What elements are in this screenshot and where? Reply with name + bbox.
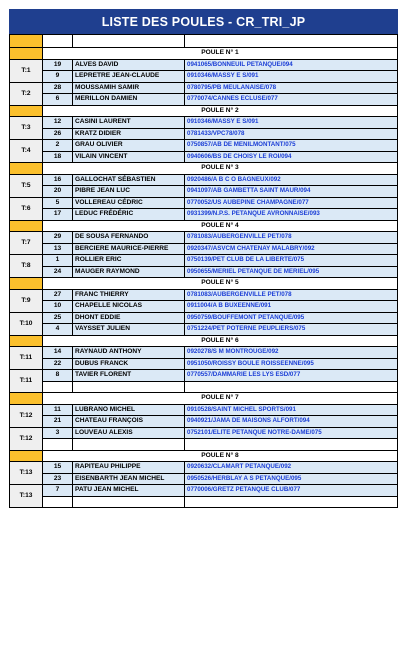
terrain-label: T:5	[10, 174, 43, 197]
poule-header-marker	[10, 105, 43, 117]
player-name: VAYSSET JULIEN	[73, 324, 185, 336]
empty-row	[10, 439, 398, 451]
player-name: PATU JEAN MICHEL	[73, 485, 185, 497]
poule-header-row	[10, 335, 398, 347]
player-name	[73, 496, 185, 508]
terrain-label: T:8	[10, 255, 43, 278]
player-number: 21	[43, 416, 73, 428]
player-club: 0941097/AB GAMBETTA SAINT MAUR/094	[185, 186, 398, 198]
player-club	[185, 496, 398, 508]
poule-header-marker	[10, 393, 43, 405]
player-name: MOUSSAMIH SAMIR	[73, 82, 185, 94]
player-number: 1	[43, 255, 73, 267]
player-row	[10, 232, 398, 244]
player-number: 16	[43, 174, 73, 186]
player-number	[43, 439, 73, 451]
player-club: 0781083/AUBERGENVILLE PET/078	[185, 232, 398, 244]
terrain-label: T:3	[10, 117, 43, 140]
poule-header-marker	[10, 48, 43, 60]
player-number: 29	[43, 232, 73, 244]
player-row	[10, 71, 398, 83]
player-row	[10, 209, 398, 221]
poule-label: POULE N° 4	[43, 220, 398, 232]
player-number: 12	[43, 117, 73, 129]
poule-label: POULE N° 7	[43, 393, 398, 405]
player-number: 5	[43, 197, 73, 209]
poule-header-marker	[10, 163, 43, 175]
player-number: 22	[43, 358, 73, 370]
player-number: 18	[43, 151, 73, 163]
player-name: RAYNAUD ANTHONY	[73, 347, 185, 359]
poule-label: POULE N° 1	[43, 48, 398, 60]
empty-row	[10, 496, 398, 508]
player-club: 0750857/AB DE MENILMONTANT/075	[185, 140, 398, 152]
player-club: 0770006/GRETZ PETANQUE CLUB/077	[185, 485, 398, 497]
player-name: EISENBARTH JEAN MICHEL	[73, 473, 185, 485]
terrain-label: T:11	[10, 370, 43, 393]
player-name: CASINI LAURENT	[73, 117, 185, 129]
player-row	[10, 462, 398, 474]
player-row	[10, 140, 398, 152]
player-club: 0940921/JAMA DE MAISONS ALFORT/094	[185, 416, 398, 428]
player-club: 0780795/PB MEULANAISE/078	[185, 82, 398, 94]
player-club: 0770557/DAMMARIE LES LYS ESD/077	[185, 370, 398, 382]
player-club: 0910346/MASSY E S/091	[185, 117, 398, 129]
poule-header-row	[10, 105, 398, 117]
player-row	[10, 82, 398, 94]
player-row	[10, 416, 398, 428]
player-name: PIBRE JEAN LUC	[73, 186, 185, 198]
player-name: LEPRETRE JEAN-CLAUDE	[73, 71, 185, 83]
player-number: 26	[43, 128, 73, 140]
player-number: 27	[43, 289, 73, 301]
player-number: 24	[43, 266, 73, 278]
terrain-label: T:13	[10, 485, 43, 508]
poule-label: POULE N° 2	[43, 105, 398, 117]
player-row	[10, 94, 398, 106]
player-number: 6	[43, 94, 73, 106]
poule-header-row	[10, 220, 398, 232]
spacer-cell-yellow	[10, 35, 43, 48]
player-club: 0751224/PET POTERNE PEUPLIERS/075	[185, 324, 398, 336]
player-club	[185, 381, 398, 393]
poule-header-row	[10, 163, 398, 175]
player-club: 0920278/S M MONTROUGE/092	[185, 347, 398, 359]
player-club: 0940606/BS DE CHOISY LE ROI/094	[185, 151, 398, 163]
spacer-row	[10, 35, 398, 48]
spacer-cell	[43, 35, 73, 48]
player-name: VOLLEREAU CÉDRIC	[73, 197, 185, 209]
player-number: 2	[43, 140, 73, 152]
player-name: DE SOUSA FERNANDO	[73, 232, 185, 244]
player-number	[43, 496, 73, 508]
player-name: LOUVEAU ALEXIS	[73, 427, 185, 439]
poule-header-row	[10, 393, 398, 405]
player-club	[185, 439, 398, 451]
player-club: 0920347/ASVCM CHATENAY MALABRY/092	[185, 243, 398, 255]
player-number: 15	[43, 462, 73, 474]
player-row	[10, 324, 398, 336]
player-number: 28	[43, 82, 73, 94]
terrain-label: T:10	[10, 312, 43, 335]
player-club: 0950526/HERBLAY A S PETANQUE/095	[185, 473, 398, 485]
terrain-label: T:13	[10, 462, 43, 485]
player-name: DHONT EDDIE	[73, 312, 185, 324]
empty-row	[10, 381, 398, 393]
player-name: CHAPELLE NICOLAS	[73, 301, 185, 313]
player-row	[10, 404, 398, 416]
player-club: 0941065/BONNEUIL PETANQUE/094	[185, 59, 398, 71]
spacer-cell	[185, 35, 398, 48]
player-row	[10, 117, 398, 129]
player-name: MAUGER RAYMOND	[73, 266, 185, 278]
player-club: 0950655/MERIEL PETANQUE DE MERIEL/095	[185, 266, 398, 278]
spacer-cell	[73, 35, 185, 48]
player-club: 0781083/AUBERGENVILLE PET/078	[185, 289, 398, 301]
player-number: 7	[43, 485, 73, 497]
player-number: 11	[43, 404, 73, 416]
terrain-label: T:9	[10, 289, 43, 312]
player-row	[10, 243, 398, 255]
player-number	[43, 381, 73, 393]
player-row	[10, 312, 398, 324]
poule-header-marker	[10, 335, 43, 347]
player-row	[10, 358, 398, 370]
player-number: 3	[43, 427, 73, 439]
player-number: 8	[43, 370, 73, 382]
player-name: MERILLON DAMIEN	[73, 94, 185, 106]
player-row	[10, 370, 398, 382]
player-number: 4	[43, 324, 73, 336]
player-name: LUBRANO MICHEL	[73, 404, 185, 416]
terrain-label: T:7	[10, 232, 43, 255]
player-name: GALLOCHAT SÉBASTIEN	[73, 174, 185, 186]
player-number: 10	[43, 301, 73, 313]
player-name	[73, 439, 185, 451]
poule-header-marker	[10, 278, 43, 290]
player-name: KRATZ DIDIER	[73, 128, 185, 140]
terrain-label: T:1	[10, 59, 43, 82]
poule-header-row	[10, 48, 398, 60]
poule-header-row	[10, 450, 398, 462]
player-row	[10, 151, 398, 163]
player-name: ALVES DAVID	[73, 59, 185, 71]
player-club: 0931399/N.P.S. PETANQUE AVRONNAISE/093	[185, 209, 398, 221]
terrain-label: T:12	[10, 404, 43, 427]
poule-label: POULE N° 8	[43, 450, 398, 462]
player-number: 17	[43, 209, 73, 221]
player-club: 0752101/ELITE PETANQUE NOTRE-DAME/075	[185, 427, 398, 439]
player-name: FRANC THIERRY	[73, 289, 185, 301]
poules-table	[9, 34, 398, 508]
player-row	[10, 255, 398, 267]
player-row	[10, 473, 398, 485]
terrain-label: T:6	[10, 197, 43, 220]
player-club: 0750139/PET CLUB DE LA LIBERTE/075	[185, 255, 398, 267]
player-number: 23	[43, 473, 73, 485]
poule-label: POULE N° 5	[43, 278, 398, 290]
terrain-label: T:2	[10, 82, 43, 105]
player-name: BERCIERE MAURICE-PIERRE	[73, 243, 185, 255]
player-row	[10, 128, 398, 140]
poule-label: POULE N° 6	[43, 335, 398, 347]
player-name: VILAIN VINCENT	[73, 151, 185, 163]
player-name: RAPITEAU PHILIPPE	[73, 462, 185, 474]
player-row	[10, 197, 398, 209]
player-name: CHATEAU FRANÇOIS	[73, 416, 185, 428]
player-club: 0770052/US AUBEPINE CHAMPAGNE/077	[185, 197, 398, 209]
player-club: 0920486/A B C O BAGNEUX/092	[185, 174, 398, 186]
player-row	[10, 59, 398, 71]
player-name: DUBUS FRANCK	[73, 358, 185, 370]
poule-header-row	[10, 278, 398, 290]
poule-label: POULE N° 3	[43, 163, 398, 175]
player-club: 0910346/MASSY E S/091	[185, 71, 398, 83]
poule-header-marker	[10, 450, 43, 462]
terrain-label: T:12	[10, 427, 43, 450]
player-club: 0910528/SAINT MICHEL SPORTS/091	[185, 404, 398, 416]
player-name: ROLLIER ERIC	[73, 255, 185, 267]
player-row	[10, 427, 398, 439]
player-club: 0950759/BOUFFEMONT PETANQUE/095	[185, 312, 398, 324]
player-name: TAVIER FLORENT	[73, 370, 185, 382]
player-row	[10, 485, 398, 497]
poule-header-marker	[10, 220, 43, 232]
terrain-label: T:4	[10, 140, 43, 163]
player-number: 25	[43, 312, 73, 324]
player-number: 19	[43, 59, 73, 71]
player-number: 9	[43, 71, 73, 83]
player-name: GRAU OLIVIER	[73, 140, 185, 152]
player-row	[10, 289, 398, 301]
player-row	[10, 301, 398, 313]
player-club: 0920632/CLAMART PETANQUE/092	[185, 462, 398, 474]
player-number: 20	[43, 186, 73, 198]
player-row	[10, 266, 398, 278]
player-club: 0911004/A B BUXEENNE/091	[185, 301, 398, 313]
player-club: 0770074/CANNES ECLUSE/077	[185, 94, 398, 106]
player-club: 0781433/VPC78/078	[185, 128, 398, 140]
player-row	[10, 347, 398, 359]
player-name: LEDUC FRÉDÉRIC	[73, 209, 185, 221]
player-name	[73, 381, 185, 393]
player-club: 0951050/ROISSY BOULE ROISSEENNE/095	[185, 358, 398, 370]
page-title: LISTE DES POULES - CR_TRI_JP	[9, 9, 398, 34]
player-number: 13	[43, 243, 73, 255]
terrain-label: T:11	[10, 347, 43, 370]
player-number: 14	[43, 347, 73, 359]
player-row	[10, 186, 398, 198]
player-row	[10, 174, 398, 186]
